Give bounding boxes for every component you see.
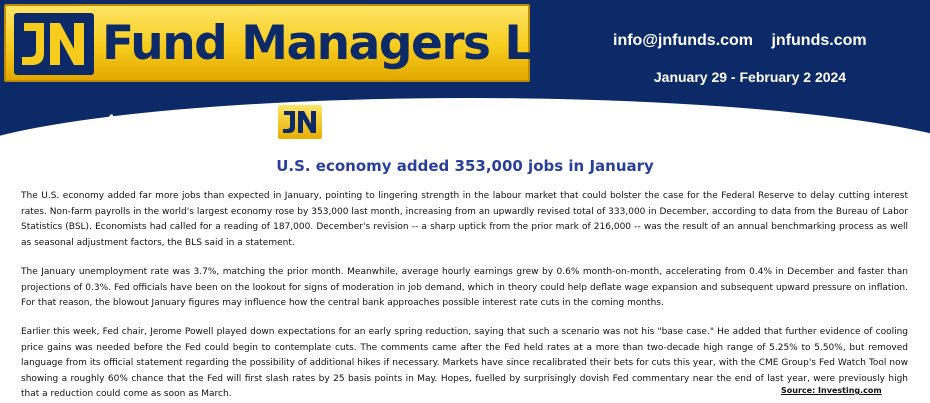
source-link[interactable]: Source: Investing.com bbox=[781, 386, 882, 395]
date-range: January 29 - February 2 2024 bbox=[653, 69, 847, 85]
member-suffix: Group bbox=[333, 110, 395, 135]
member-prefix: A member of the bbox=[104, 110, 266, 135]
jn-logo-icon bbox=[14, 13, 94, 75]
member-of-group bbox=[104, 104, 444, 142]
brand-logo bbox=[4, 4, 603, 82]
header-banner bbox=[0, 0, 930, 148]
article-paragraph: Earlier this week, Fed chair, Jerome Powell played down expectations for an early spring reduction, saying that such a scenario was not his "base case." He added that further evidence of cooling price gains was needed before the Fed could begin to contemplate cuts. The comments came after the Fed held rates at a more than two-decade high range of 5.25% to 5.50%, but removed language from its official statement regarding the possibility of additional hikes if necessary. Markets have since recalibrated their bets for cuts this year, with the CME Group's Fed Watch Tool now showing a roughly 60% chance that the Fed will first slash rates by 25 basis points in May. Hopes, fuelled by surprisingly dovish Fed commentary near the end of last year, were previously high that a reduction could come as soon as March. bbox=[21, 327, 908, 400]
article-paragraph: The U.S. economy added far more jobs than expected in January, pointing to lingering strength in the labour market that could bolster the case for the Federal Reserve to delay cutting interest rates. Non-farm payrolls in the world's largest economy rose by 353,000 last month, increasing from an upwardly revised total of 333,000 in December, according to data from the Bureau of Labor Statistics (BSL). Economists had called for a reading of 187,000. December's revision -- a sharp uptick from the prior mark of 216,000 -- was the result of an annual benchmarking process as well as seasonal adjustment factors, the BLS said in a statement. bbox=[21, 191, 908, 248]
article-headline: U.S. economy added 353,000 jobs in January bbox=[276, 157, 654, 175]
jn-group-graphic bbox=[278, 105, 322, 139]
article-paragraph: The January unemployment rate was 3.7%, matching the prior month. Meanwhile, average hourly earnings grew by 0.6% month-on-month, accelerating from 0.4% in December and faster than projections of 0.3%. Fed officials have been on the lookout for signs of moderation in job demand, which in theory could help deflate wage expansion and subsequent upward pressure on inflation. For that reason, the blowout January figures may influence how the central bank approaches possible interest rate cuts in the coming months. bbox=[21, 267, 908, 309]
website-link[interactable]: jnfunds.com bbox=[771, 32, 867, 49]
contact-info bbox=[600, 30, 900, 52]
brand-name: Fund Managers Ltd. bbox=[102, 16, 603, 71]
email-link[interactable]: info@jnfunds.com bbox=[613, 32, 754, 49]
jn-group-logo-icon bbox=[278, 105, 322, 139]
jn-logo-graphic bbox=[14, 13, 94, 75]
